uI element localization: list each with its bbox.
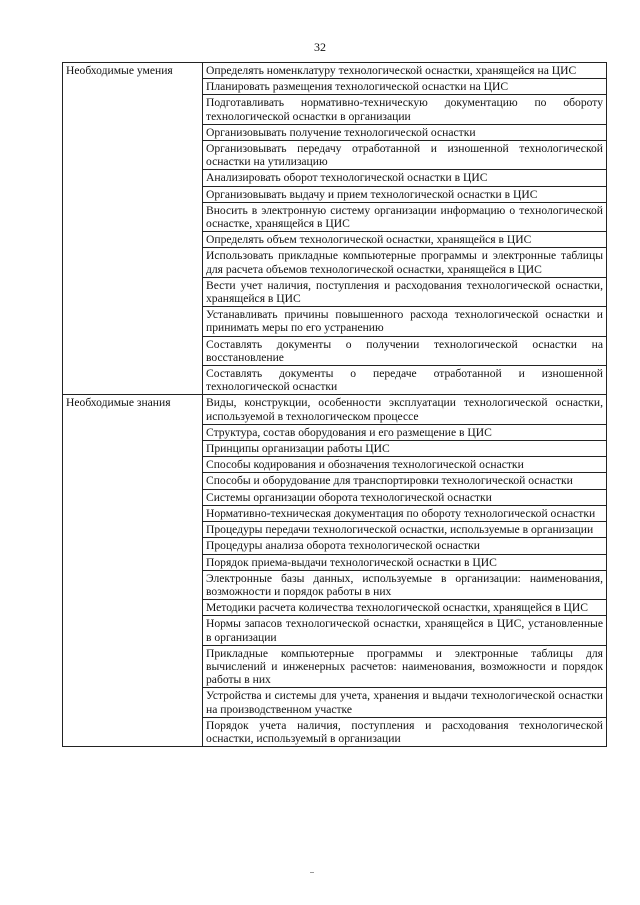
requirement-item: Способы и оборудование для транспортировки технологической оснастки xyxy=(203,473,607,489)
requirement-item: Планировать размещения технологической оснастки на ЦИС xyxy=(203,79,607,95)
requirement-item: Вести учет наличия, поступления и расходования технологической оснастки, хранящейся в ЦИС xyxy=(203,277,607,306)
requirements-table xyxy=(62,62,607,747)
requirement-item: Нормы запасов технологической оснастки, хранящейся в ЦИС, установленные в организации xyxy=(203,616,607,645)
requirement-item: Электронные базы данных, используемые в организации: наименования, возможности и порядок работы в них xyxy=(203,570,607,599)
table-row xyxy=(63,395,607,424)
requirement-item: Принципы организации работы ЦИС xyxy=(203,441,607,457)
requirement-item: Виды, конструкции, особенности эксплуатации технологической оснастки, используемой в технологическом процессе xyxy=(203,395,607,424)
section-label: Необходимые знания xyxy=(63,395,203,747)
requirement-item: Вносить в электронную систему организации информацию о технологической оснастке, хранящейся в ЦИС xyxy=(203,202,607,231)
requirements-table-body xyxy=(63,63,607,747)
requirement-item: Порядок приема-выдачи технологической оснастки в ЦИС xyxy=(203,554,607,570)
requirement-item: Использовать прикладные компьютерные программы и электронные таблицы для расчета объемов технологической оснастки, хранящейся в ЦИС xyxy=(203,248,607,277)
requirement-item: Способы кодирования и обозначения технологической оснастки xyxy=(203,457,607,473)
requirement-item: Составлять документы о передаче отработанной и изношенной технологической оснастки xyxy=(203,366,607,395)
requirement-item: Определять номенклатуру технологической оснастки, хранящейся на ЦИС xyxy=(203,63,607,79)
requirement-item: Структура, состав оборудования и его размещение в ЦИС xyxy=(203,424,607,440)
requirement-item: Прикладные компьютерные программы и электронные таблицы для вычислений и инженерных расчетов: наименования, возможности и порядок работы в них xyxy=(203,645,607,688)
requirement-item: Нормативно-техническая документация по обороту технологической оснастки xyxy=(203,505,607,521)
requirement-item: Подготавливать нормативно-техническую документацию по обороту технологической оснастки в организации xyxy=(203,95,607,124)
requirement-item: Организовывать получение технологической оснастки xyxy=(203,124,607,140)
scan-mark xyxy=(310,872,314,873)
section-label: Необходимые умения xyxy=(63,63,203,395)
requirement-item: Определять объем технологической оснастки, хранящейся в ЦИС xyxy=(203,232,607,248)
table-row xyxy=(63,63,607,79)
requirement-item: Порядок учета наличия, поступления и расходования технологической оснастки, используемый в организации xyxy=(203,717,607,746)
requirement-item: Анализировать оборот технологической оснастки в ЦИС xyxy=(203,170,607,186)
requirement-item: Методики расчета количества технологической оснастки, хранящейся в ЦИС xyxy=(203,600,607,616)
requirement-item: Организовывать выдачу и прием технологической оснастки в ЦИС xyxy=(203,186,607,202)
requirement-item: Процедуры передачи технологической оснастки, используемые в организации xyxy=(203,522,607,538)
requirement-item: Устанавливать причины повышенного расхода технологической оснастки и принимать меры по его устранению xyxy=(203,307,607,336)
requirement-item: Составлять документы о получении технологической оснастки на восстановление xyxy=(203,336,607,365)
requirement-item: Устройства и системы для учета, хранения и выдачи технологической оснастки на производственном участке xyxy=(203,688,607,717)
requirement-item: Организовывать передачу отработанной и изношенной технологической оснастки на утилизацию xyxy=(203,141,607,170)
requirement-item: Системы организации оборота технологической оснастки xyxy=(203,489,607,505)
page-number: 32 xyxy=(314,40,326,54)
requirement-item: Процедуры анализа оборота технологической оснастки xyxy=(203,538,607,554)
